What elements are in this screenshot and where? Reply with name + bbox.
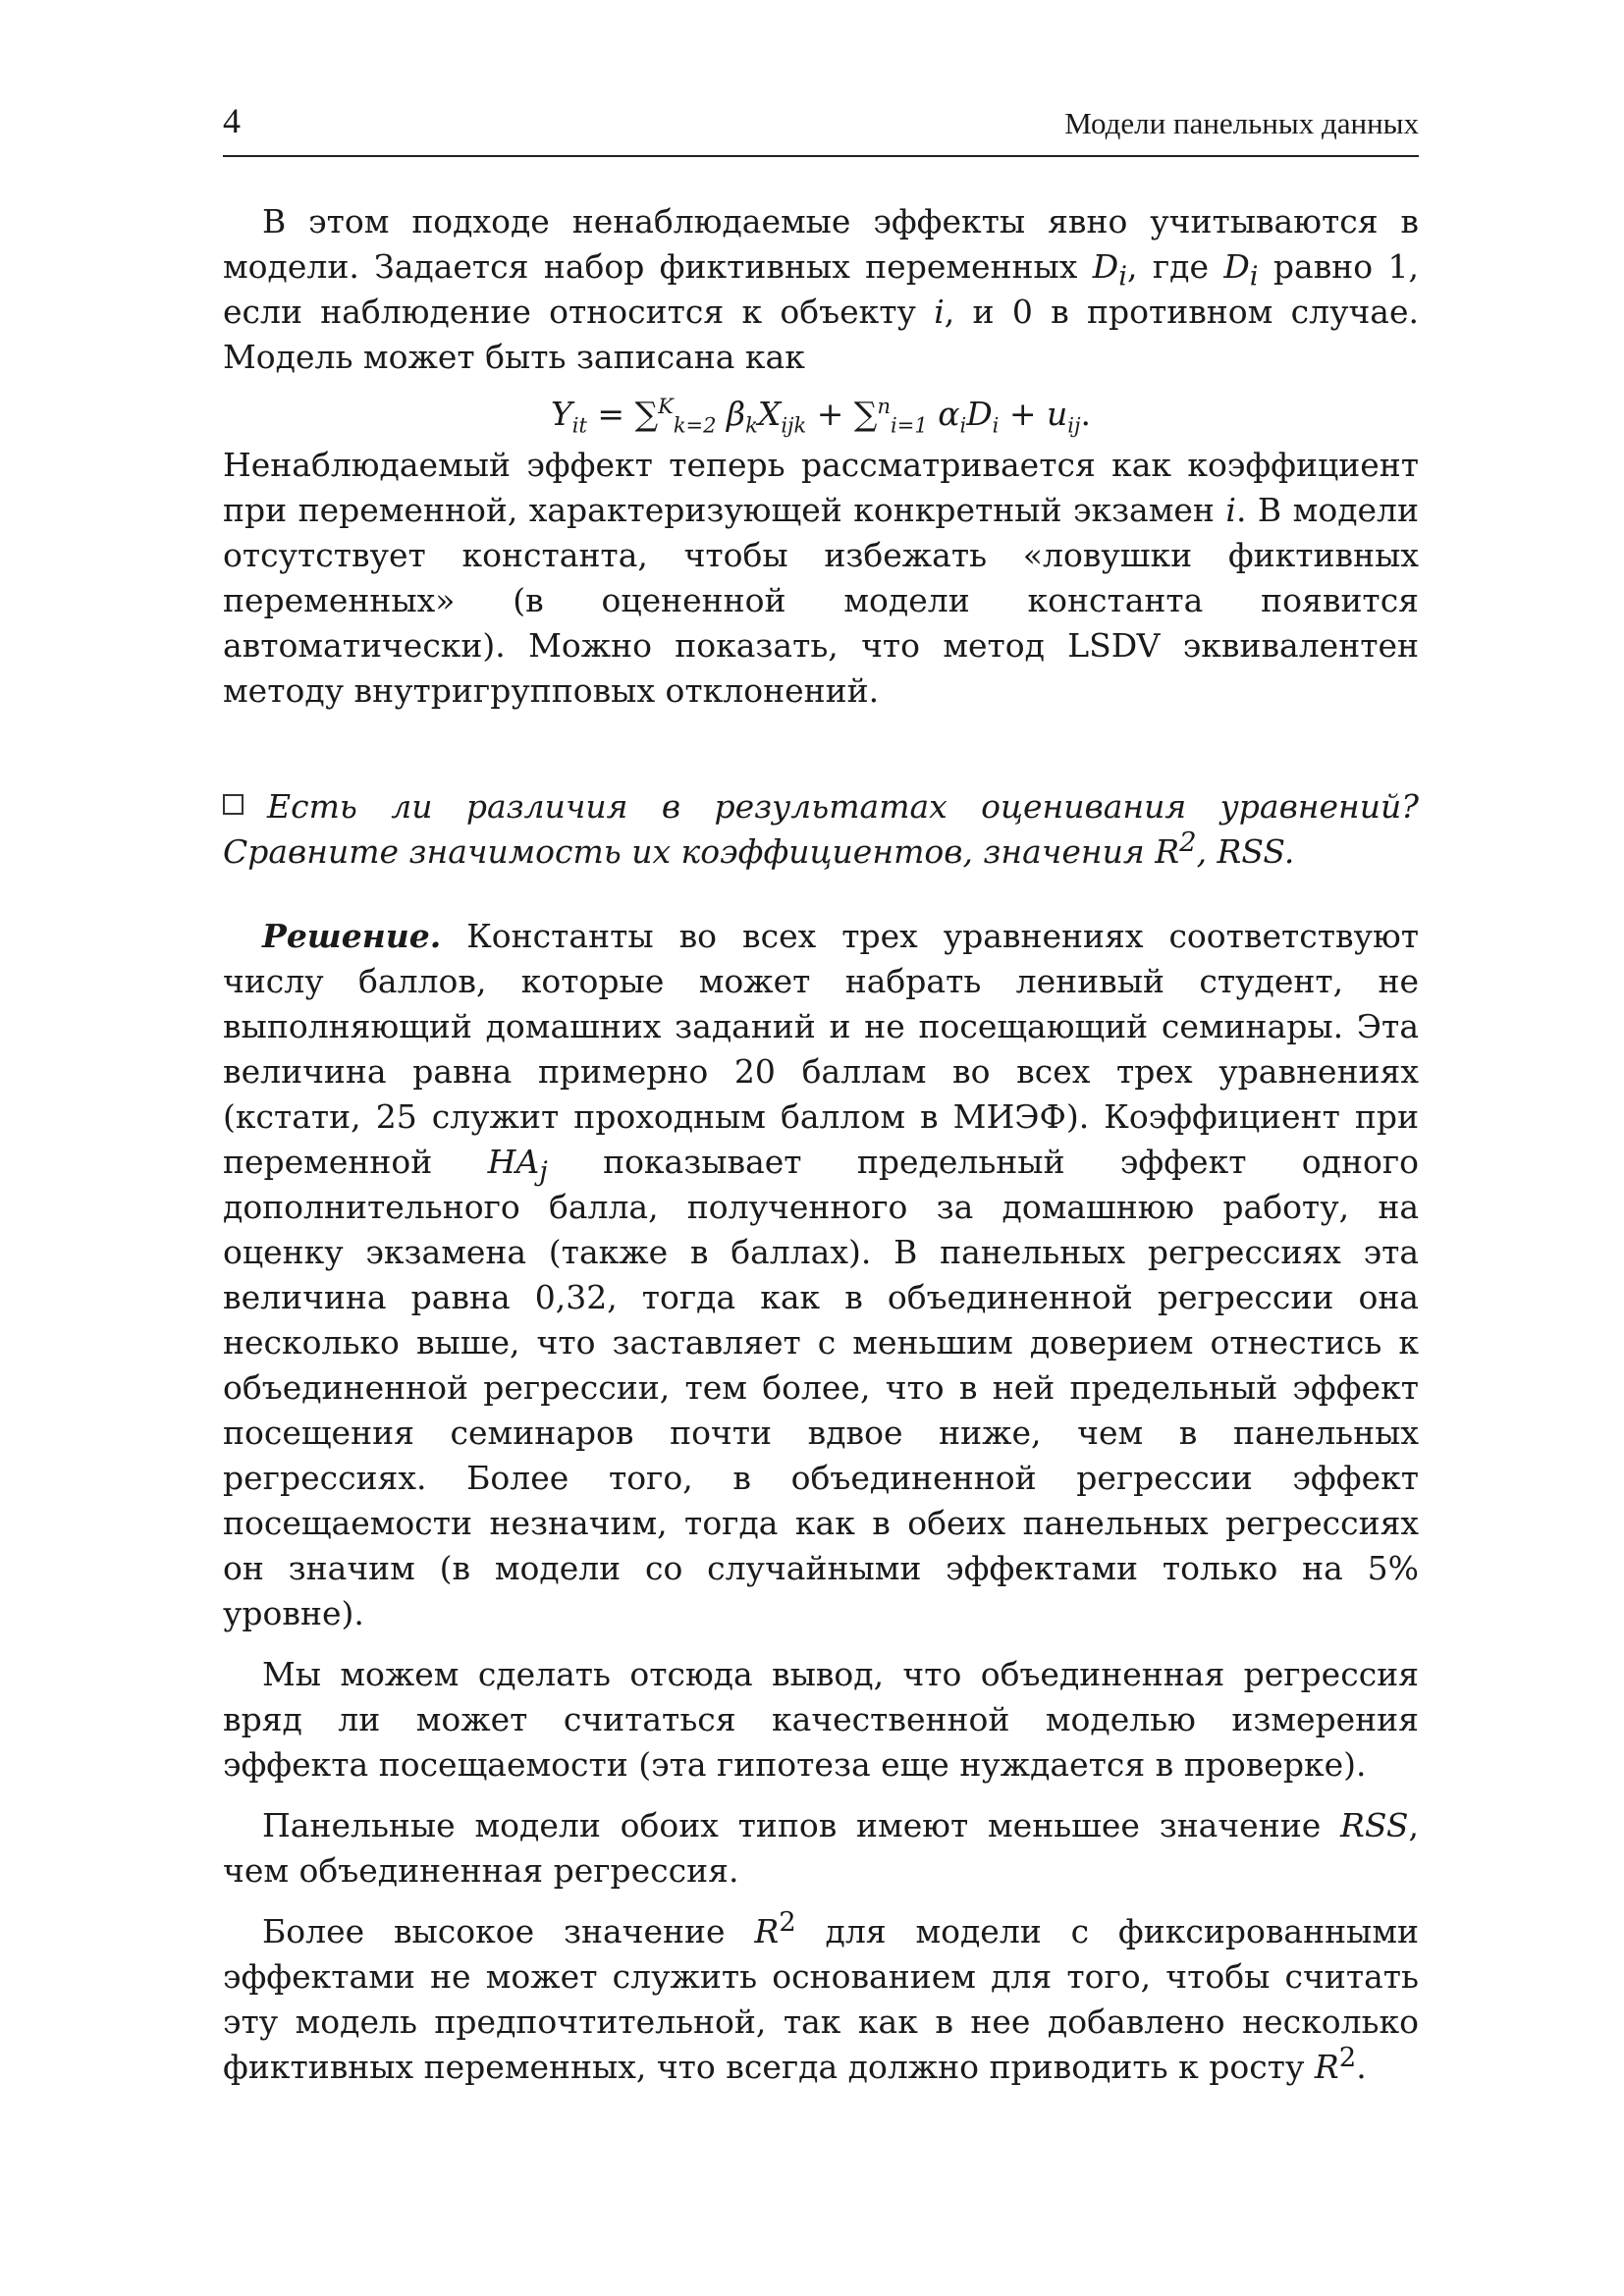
paragraph-unobserved-effect: Ненаблюдаемый эффект теперь рассматривается как коэффициент при переменной, характеризующей конкретный экзамен i. В модели отсутствует константа, чтобы избежать «ловушки фиктивных переменных» (в оцененной модели константа появится автоматически). Можно показать, что метод LSDV эквивалентен методу внутригрупповых отклонений. <box>223 446 1419 710</box>
page-number: 4 <box>223 101 241 140</box>
lsdv-formula: $Y_{it} = \sum^K_{k=2}$ $\beta_kX_{ijk} + \sum^n_{i=1}$ $\alpha_iD_i + u_{ij}$. <box>550 395 1092 438</box>
checkbox-square-icon <box>223 794 244 815</box>
body-text <box>223 199 1419 2090</box>
solution-label: Решение. <box>262 917 442 955</box>
solution-paragraph: Решение. Константы во всех трех уравнениях соответствуют числу баллов, которые может набрать ленивый студент, не выполняющий домашних заданий и не посещающий семинары. Эта величина равна примерно 20 баллам во всех трех уравнениях (кстати, 25 служит проходным баллом в МИЭФ). Коэффициент при переменной $HA_j$ показывает предельный эффект одного дополнительного балла, полученного за домашнюю работу, на оценку экзамена (также в баллах). В панельных регрессиях эта величина равна 0,32, тогда как в объединенной регрессии она несколько выше, что заставляет с меньшим доверием отнестись к объединенной регрессии, тем более, что в ней предельный эффект посещения семинаров почти вдвое ниже, чем в панельных регрессиях. Более того, в объединенной регрессии эффект посещаемости незначим, тогда как в обеих панельных регрессиях он значим (в модели со случайными эффектами только на 5% уровне). <box>223 917 1419 1632</box>
paragraph-r-squared: Более высокое значение $R^2$ для модели с фиксированными эффектами не может служить основанием для того, чтобы считать эту модель предпочтительной, так как в нее добавлено несколько фиктивных переменных, что всегда должно приводить к росту $R^2$. <box>223 1906 1419 2086</box>
paragraph-conclusion: Мы можем сделать отсюда вывод, что объединенная регрессия вряд ли может считаться качественной моделью измерения эффекта посещаемости (эта гипотеза еще нуждается в проверке). <box>223 1655 1419 1784</box>
running-title: Модели панельных данных <box>1064 106 1419 140</box>
page-header <box>223 96 1419 157</box>
question: Есть ли различия в результатах оценивания уравнений? Сравните значимость их коэффициентов, значения $R^2$, RSS. <box>223 787 1419 871</box>
paragraph-lsdv-intro: В этом подходе ненаблюдаемые эффекты явно учитываются в модели. Задается набор фиктивных переменных $D_i$, где $D_i$ равно 1, если наблюдение относится к объекту i, и 0 в противном случае. Модель может быть записана как <box>223 202 1420 376</box>
paragraph-rss: Панельные модели обоих типов имеют меньшее значение RSS, чем объединенная регрессия. <box>223 1806 1419 1890</box>
